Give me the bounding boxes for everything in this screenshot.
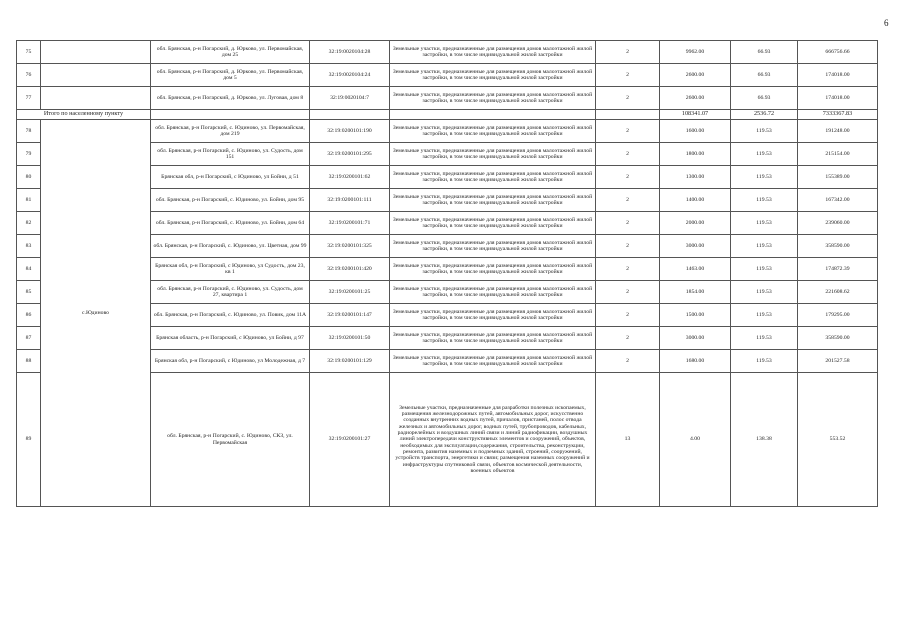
area-cell: 2600.00 [660, 87, 731, 110]
group-code-cell: 2 [596, 189, 660, 212]
cadastral-number-cell: 32:19:0020104:28 [310, 41, 390, 64]
area-cell: 2600.00 [660, 64, 731, 87]
row-number: 77 [17, 87, 41, 110]
address-cell: обл. Брянская, р-н Погарский, с. Юдиново, ул. Бойни, дом 95 [151, 189, 310, 212]
cadastral-number-cell: 32:19:0200101:190 [310, 120, 390, 143]
row-number: 86 [17, 304, 41, 327]
cadastral-number-cell: 32:19:0200101:71 [310, 212, 390, 235]
group-code-cell: 2 [596, 281, 660, 304]
row-number: 89 [17, 373, 41, 507]
area-cell: 2000.00 [660, 212, 731, 235]
cadastral-number-cell: 32:19:0200101:325 [310, 235, 390, 258]
locality-name: с.Юдиново [41, 120, 151, 507]
row-number: 78 [17, 120, 41, 143]
cadastral-number-cell: 32:19:0200101:420 [310, 258, 390, 281]
row-number: 82 [17, 212, 41, 235]
empty-cell [310, 110, 390, 120]
subtotal-area: 108341.07 [660, 110, 731, 120]
group-code-cell: 2 [596, 235, 660, 258]
table-row [17, 120, 878, 143]
cadastral-value-cell: 239060.00 [798, 212, 878, 235]
land-use-cell: Земельные участки, предназначенные для размещения домов малоэтажной жилой застройки, в том числе индивидуальной жилой застройки [390, 166, 596, 189]
specific-value-cell: 119.53 [731, 143, 798, 166]
table-row [17, 87, 878, 110]
cadastral-value-cell: 221608.62 [798, 281, 878, 304]
land-use-cell: Земельные участки, предназначенные для размещения домов малоэтажной жилой застройки, в том числе индивидуальной жилой застройки [390, 189, 596, 212]
row-number: 81 [17, 189, 41, 212]
area-cell: 1600.00 [660, 120, 731, 143]
table-row [17, 64, 878, 87]
group-code-cell: 2 [596, 120, 660, 143]
address-cell: Брянская обл, р-н Погарский, с Юдиново, ул Судость, дом 23, кв 1 [151, 258, 310, 281]
specific-value-cell: 66.93 [731, 41, 798, 64]
address-cell: обл. Брянская, р-н Погарский, с. Юдиново, СКЗ, ул. Первомайская [151, 373, 310, 507]
row-number: 75 [17, 41, 41, 64]
area-cell: 9962.00 [660, 41, 731, 64]
specific-value-cell: 119.53 [731, 189, 798, 212]
cadastral-value-cell: 155389.00 [798, 166, 878, 189]
cadastral-number-cell: 32:19:0020104:24 [310, 64, 390, 87]
locality-cell [41, 87, 151, 110]
group-code-cell: 2 [596, 166, 660, 189]
land-use-cell: Земельные участки, предназначенные для размещения домов малоэтажной жилой застройки, в том числе индивидуальной жилой застройки [390, 120, 596, 143]
row-number: 76 [17, 64, 41, 87]
land-use-cell: Земельные участки, предназначенные для размещения домов малоэтажной жилой застройки, в том числе индивидуальной жилой застройки [390, 258, 596, 281]
cadastral-value-cell: 191248.00 [798, 120, 878, 143]
cadastral-value-cell: 179295.00 [798, 304, 878, 327]
area-cell: 1854.00 [660, 281, 731, 304]
row-number: 87 [17, 327, 41, 350]
locality-cell [41, 41, 151, 64]
cadastral-value-cell: 358590.00 [798, 235, 878, 258]
cadastral-value-cell: 174018.00 [798, 64, 878, 87]
group-code-cell: 2 [596, 143, 660, 166]
cadastral-value-cell: 174018.00 [798, 87, 878, 110]
land-use-cell: Земельные участки, предназначенные для размещения домов малоэтажной жилой застройки, в том числе индивидуальной жилой застройки [390, 143, 596, 166]
area-cell: 3000.00 [660, 235, 731, 258]
cadastral-number-cell: 32:19:0020104:7 [310, 87, 390, 110]
land-use-cell: Земельные участки, предназначенные для размещения домов малоэтажной жилой застройки, в том числе индивидуальной жилой застройки [390, 235, 596, 258]
area-cell: 4.00 [660, 373, 731, 507]
group-code-cell: 2 [596, 327, 660, 350]
row-number: 88 [17, 350, 41, 373]
group-code-cell: 2 [596, 41, 660, 64]
subtotal-label: Итого по населенному пункту [17, 110, 151, 120]
subtotal-row [17, 110, 878, 120]
address-cell: обл. Брянская, р-н Погарский, с. Юдиново, ул. Бойни, дом 64 [151, 212, 310, 235]
land-use-cell: Земельные участки, предназначенные для разработки полезных ископаемых, размещения железнодорожных путей, автомобильных дорог, искусственно созданных внутренних водных путей, причалов, пристаней, полос отвода железных и автомобильных дорог, водных путей, трубопроводов, кабельных, радиорелейных и воздушных линий связи и линий радиофикации, воздушных линий электропередачи конструктивных элементов и сооружений, объектов, необходимых для эксплуатации,содержания, строительства, реконструкции, ремонта, развития наземных и подземных зданий, строений, сооружений, устройств транспорта, энергетики и связи; размещения наземных сооружений и инфраструктуры спутниковой связи, объектов космической деятельности, военных объектов [390, 373, 596, 507]
row-number: 83 [17, 235, 41, 258]
cadastral-number-cell: 32:19:0200101:50 [310, 327, 390, 350]
group-code-cell: 13 [596, 373, 660, 507]
land-use-cell: Земельные участки, предназначенные для размещения домов малоэтажной жилой застройки, в том числе индивидуальной жилой застройки [390, 304, 596, 327]
address-cell: обл. Брянская, р-н Погарский, с. Юдиново, ул. Судость, дом 27, квартира 1 [151, 281, 310, 304]
address-cell: Брянская обл, р-н Погарский, с Юдиново, ул Молодежная, д 7 [151, 350, 310, 373]
row-number: 79 [17, 143, 41, 166]
address-cell: обл. Брянская, р-н Погарский, с. Юдиново, ул. Повик, дом 11А [151, 304, 310, 327]
specific-value-cell: 119.53 [731, 281, 798, 304]
empty-cell [596, 110, 660, 120]
cadastral-number-cell: 32:19:0200101:62 [310, 166, 390, 189]
cadastral-value-cell: 167342.00 [798, 189, 878, 212]
page-number: 6 [884, 18, 889, 28]
specific-value-cell: 119.53 [731, 166, 798, 189]
specific-value-cell: 119.53 [731, 235, 798, 258]
cadastral-number-cell: 32:19:0200101:129 [310, 350, 390, 373]
subtotal-rate: 2536.72 [731, 110, 798, 120]
specific-value-cell: 119.53 [731, 258, 798, 281]
address-cell: Брянская обл, р-н Погарский, с Юдиново, ул Бойни, д 51 [151, 166, 310, 189]
land-use-cell: Земельные участки, предназначенные для размещения домов малоэтажной жилой застройки, в том числе индивидуальной жилой застройки [390, 350, 596, 373]
land-use-cell: Земельные участки, предназначенные для размещения домов малоэтажной жилой застройки, в том числе индивидуальной жилой застройки [390, 281, 596, 304]
area-cell: 3000.00 [660, 327, 731, 350]
specific-value-cell: 138.38 [731, 373, 798, 507]
address-cell: обл. Брянская, р-н Погарский, д. Юрково, ул. Первомайская, дом 5 [151, 64, 310, 87]
land-use-cell: Земельные участки, предназначенные для размещения домов малоэтажной жилой застройки, в том числе индивидуальной жилой застройки [390, 87, 596, 110]
cadastral-value-cell: 201527.58 [798, 350, 878, 373]
cadastral-number-cell: 32:19:0200101:25 [310, 281, 390, 304]
group-code-cell: 2 [596, 87, 660, 110]
cadastral-number-cell: 32:19:0200101:295 [310, 143, 390, 166]
cadastral-value-cell: 553.52 [798, 373, 878, 507]
address-cell: обл. Брянская, р-н Погарский, с. Юдиново, ул. Судость, дом 151 [151, 143, 310, 166]
area-cell: 1680.00 [660, 350, 731, 373]
land-use-cell: Земельные участки, предназначенные для размещения домов малоэтажной жилой застройки, в том числе индивидуальной жилой застройки [390, 327, 596, 350]
area-cell: 1800.00 [660, 143, 731, 166]
cadastral-value-cell: 174872.39 [798, 258, 878, 281]
group-code-cell: 2 [596, 350, 660, 373]
cadastral-value-cell: 215154.00 [798, 143, 878, 166]
land-use-cell: Земельные участки, предназначенные для размещения домов малоэтажной жилой застройки, в том числе индивидуальной жилой застройки [390, 212, 596, 235]
table-row [17, 41, 878, 64]
empty-cell [390, 110, 596, 120]
specific-value-cell: 119.53 [731, 350, 798, 373]
table-body [17, 41, 878, 507]
group-code-cell: 2 [596, 304, 660, 327]
subtotal-value: 7333367.83 [798, 110, 878, 120]
area-cell: 1300.00 [660, 166, 731, 189]
row-number: 85 [17, 281, 41, 304]
cadastral-number-cell: 32:19:0200101:27 [310, 373, 390, 507]
cadastral-value-cell: 666756.66 [798, 41, 878, 64]
specific-value-cell: 119.53 [731, 120, 798, 143]
land-use-cell: Земельные участки, предназначенные для размещения домов малоэтажной жилой застройки, в том числе индивидуальной жилой застройки [390, 64, 596, 87]
specific-value-cell: 119.53 [731, 327, 798, 350]
row-number: 80 [17, 166, 41, 189]
row-number: 84 [17, 258, 41, 281]
group-code-cell: 2 [596, 212, 660, 235]
address-cell: Брянская область, р-н Погарский, с Юдиново, ул Бойни, д 97 [151, 327, 310, 350]
address-cell: обл. Брянская, р-н Погарский, д. Юрково, ул. Первомайская, дом 25 [151, 41, 310, 64]
specific-value-cell: 119.53 [731, 212, 798, 235]
specific-value-cell: 66.93 [731, 87, 798, 110]
empty-cell [151, 110, 310, 120]
area-cell: 1400.00 [660, 189, 731, 212]
group-code-cell: 2 [596, 258, 660, 281]
cadastral-value-table [16, 40, 878, 507]
address-cell: обл. Брянская, р-н Погарский, д. Юрково, ул. Луговая, дом 8 [151, 87, 310, 110]
cadastral-number-cell: 32:19:0200101:147 [310, 304, 390, 327]
area-cell: 1463.00 [660, 258, 731, 281]
land-use-cell: Земельные участки, предназначенные для размещения домов малоэтажной жилой застройки, в том числе индивидуальной жилой застройки [390, 41, 596, 64]
group-code-cell: 2 [596, 64, 660, 87]
specific-value-cell: 66.93 [731, 64, 798, 87]
cadastral-value-cell: 358590.00 [798, 327, 878, 350]
cadastral-number-cell: 32:19:0200101:111 [310, 189, 390, 212]
area-cell: 1500.00 [660, 304, 731, 327]
locality-cell [41, 64, 151, 87]
address-cell: обл. Брянская, р-н Погарский, с. Юдиново, ул. Цветная, дом 99 [151, 235, 310, 258]
specific-value-cell: 119.53 [731, 304, 798, 327]
address-cell: обл. Брянская, р-н Погарский, с. Юдиново, ул. Первомайская, дом 219 [151, 120, 310, 143]
